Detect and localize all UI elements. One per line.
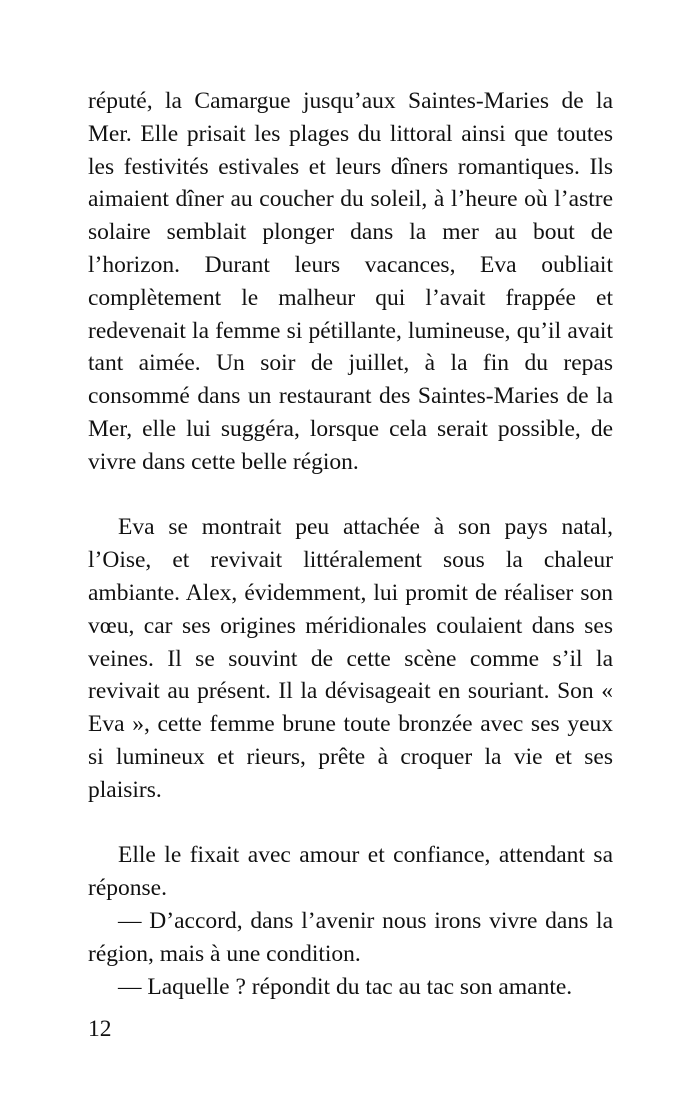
page-body <box>88 85 613 1003</box>
paragraph-3: Elle le fixait avec amour et confiance, attendant sa réponse. <box>88 842 613 902</box>
paragraph-1: réputé, la Camargue jusqu’aux Saintes-Maries de la Mer. Elle prisait les plages du littoral ainsi que toutes les festivités estivales et leurs dîners romantiques. Ils aimaient dîner au coucher du soleil, à l’heure où l’astre solaire semblait plonger dans la mer au bout de l’horizon. Durant leurs vacances, Eva oubliait complètement le malheur qui l’avait frappée et redevenait la femme si pétillante, lumineuse, qu’il avait tant aimée. Un soir de juillet, à la fin du repas consommé dans un restaurant des Saintes-Maries de la Mer, elle lui suggéra, lorsque cela serait possible, de vivre dans cette belle région. <box>88 88 613 475</box>
page-number: 12 <box>88 1016 112 1042</box>
paragraph-2: Eva se montrait peu attachée à son pays natal, l’Oise, et revivait littéralement sous la chaleur ambiante. Alex, évidemment, lui promit de réaliser son vœu, car ses origines méridionales coulaient dans ses veines. Il se souvint de cette scène comme s’il la revivait au présent. Il la dévisageait en souriant. Son « Eva », cette femme brune toute bronzée avec ses yeux si lumineux et rieurs, prête à croquer la vie et ses plaisirs. <box>88 514 613 803</box>
dialogue-line-2: — Laquelle ? répondit du tac au tac son amante. <box>118 973 573 1000</box>
dialogue-line-1: — D’accord, dans l’avenir nous irons vivre dans la région, mais à une condition. <box>88 907 613 967</box>
